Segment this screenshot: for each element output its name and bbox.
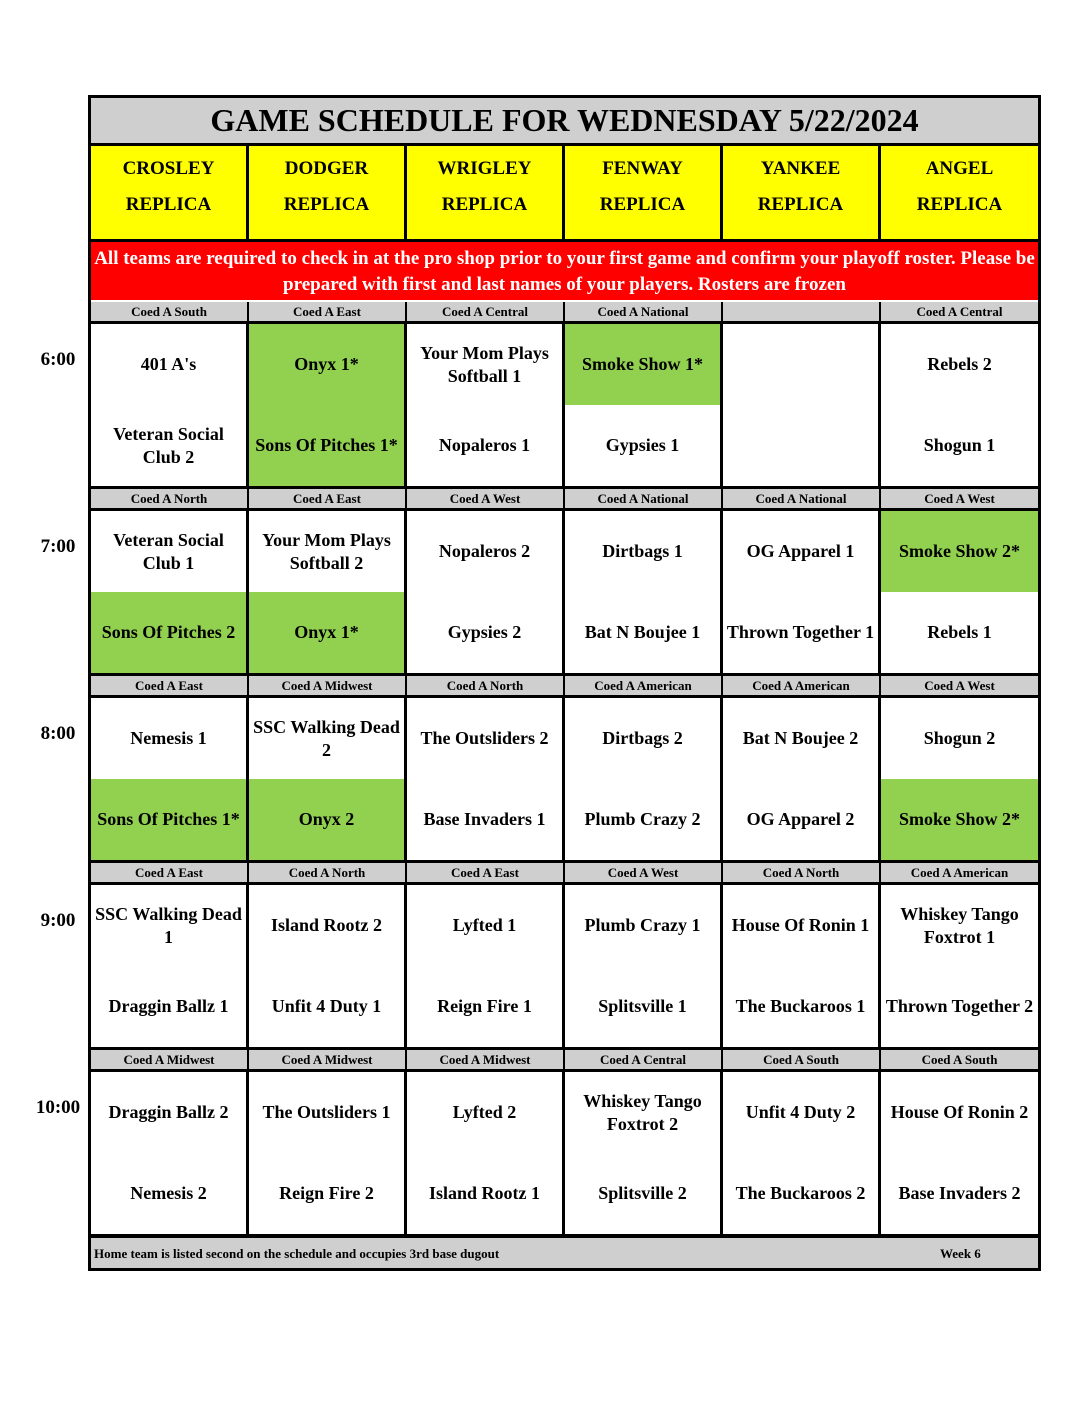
time-label: 8:00 — [40, 723, 76, 744]
home-team-cell: Base Invaders 2 — [881, 1153, 1038, 1234]
away-team-cell: SSC Walking Dead 2 — [249, 698, 407, 779]
home-team-cell: Smoke Show 2* — [881, 779, 1038, 860]
home-team-cell: Sons Of Pitches 2 — [91, 592, 249, 673]
home-team-cell: OG Apparel 2 — [723, 779, 881, 860]
field-subtitle: REPLICA — [757, 194, 844, 215]
home-team-cell: Island Rootz 1 — [407, 1153, 565, 1234]
home-team-cell: Rebels 1 — [881, 592, 1038, 673]
away-team-cell: Dirtbags 2 — [565, 698, 723, 779]
away-team-cell: Unfit 4 Duty 2 — [723, 1072, 881, 1153]
away-team-cell: Whiskey Tango Foxtrot 1 — [881, 885, 1038, 966]
division-label: Coed A North — [723, 863, 881, 882]
away-team-cell: Rebels 2 — [881, 324, 1038, 405]
footer-bar — [91, 1238, 1038, 1268]
time-label: 9:00 — [40, 910, 76, 931]
time-label: 10:00 — [35, 1097, 81, 1118]
division-label: Coed A Central — [565, 1050, 723, 1069]
field-header — [91, 146, 249, 239]
division-label: Coed A East — [407, 863, 565, 882]
field-subtitle: REPLICA — [599, 194, 686, 215]
notice-banner: All teams are required to check in at the pro shop prior to your first game and confirm your playoff roster. Please be prepared with first and last names of your players. Rosters are frozen — [91, 242, 1038, 300]
away-team-cell: Nemesis 1 — [91, 698, 249, 779]
home-team-cell: Base Invaders 1 — [407, 779, 565, 860]
field-header — [565, 146, 723, 239]
home-team-cell: The Buckaroos 2 — [723, 1153, 881, 1234]
week-label: Week 6 — [940, 1246, 981, 1261]
home-team-cell: Sons Of Pitches 1* — [249, 405, 407, 486]
away-team-cell: Island Rootz 2 — [249, 885, 407, 966]
away-team-cell: 401 A's — [91, 324, 249, 405]
home-team-cell: The Buckaroos 1 — [723, 966, 881, 1047]
home-team-cell: Unfit 4 Duty 1 — [249, 966, 407, 1047]
field-name: DODGER — [284, 158, 369, 179]
division-label: Coed A Midwest — [91, 1050, 249, 1069]
away-team-cell: Onyx 1* — [249, 324, 407, 405]
away-team-cell: Bat N Boujee 2 — [723, 698, 881, 779]
away-team-cell: Lyfted 2 — [407, 1072, 565, 1153]
schedule-table — [88, 95, 1041, 1271]
away-team-cell: Lyfted 1 — [407, 885, 565, 966]
division-label: Coed A West — [407, 489, 565, 508]
home-team-cell: Thrown Together 1 — [723, 592, 881, 673]
home-team-cell — [723, 405, 881, 486]
field-subtitle: REPLICA — [125, 194, 212, 215]
home-team-cell: Onyx 2 — [249, 779, 407, 860]
division-label — [723, 302, 881, 321]
division-label: Coed A East — [91, 863, 249, 882]
home-team-cell: Sons Of Pitches 1* — [91, 779, 249, 860]
home-team-cell: Splitsville 1 — [565, 966, 723, 1047]
division-label: Coed A North — [249, 863, 407, 882]
division-label: Coed A Midwest — [249, 676, 407, 695]
home-team-cell: Thrown Together 2 — [881, 966, 1038, 1047]
field-name: WRIGLEY — [437, 158, 532, 179]
home-team-cell: Bat N Boujee 1 — [565, 592, 723, 673]
away-team-cell: House Of Ronin 2 — [881, 1072, 1038, 1153]
division-label: Coed A West — [881, 489, 1038, 508]
division-label: Coed A East — [249, 489, 407, 508]
home-team-cell: Shogun 1 — [881, 405, 1038, 486]
division-label: Coed A Midwest — [407, 1050, 565, 1069]
home-team-cell: Nemesis 2 — [91, 1153, 249, 1234]
division-label: Coed A West — [565, 863, 723, 882]
division-label: Coed A South — [91, 302, 249, 321]
division-label: Coed A North — [407, 676, 565, 695]
division-label: Coed A South — [881, 1050, 1038, 1069]
away-team-cell: The Outsliders 1 — [249, 1072, 407, 1153]
division-label: Coed A American — [881, 863, 1038, 882]
home-team-cell: Nopaleros 1 — [407, 405, 565, 486]
home-team-cell: Splitsville 2 — [565, 1153, 723, 1234]
field-subtitle: REPLICA — [916, 194, 1003, 215]
division-label: Coed A Central — [881, 302, 1038, 321]
home-team-cell: Draggin Ballz 1 — [91, 966, 249, 1047]
footer-note: Home team is listed second on the schedule and occupies 3rd base dugout — [94, 1246, 500, 1261]
field-header — [407, 146, 565, 239]
division-label: Coed A South — [723, 1050, 881, 1069]
away-team-cell: Veteran Social Club 1 — [91, 511, 249, 592]
away-team-cell: Plumb Crazy 1 — [565, 885, 723, 966]
division-label: Coed A National — [565, 302, 723, 321]
field-header — [723, 146, 881, 239]
field-name: YANKEE — [760, 158, 841, 179]
away-team-cell: House Of Ronin 1 — [723, 885, 881, 966]
division-label: Coed A East — [91, 676, 249, 695]
field-name: CROSLEY — [122, 158, 215, 179]
field-header — [249, 146, 407, 239]
home-team-cell: Gypsies 2 — [407, 592, 565, 673]
home-team-cell: Reign Fire 1 — [407, 966, 565, 1047]
away-team-cell: Smoke Show 1* — [565, 324, 723, 405]
away-team-cell: Your Mom Plays Softball 1 — [407, 324, 565, 405]
division-label: Coed A Midwest — [249, 1050, 407, 1069]
time-label: 6:00 — [40, 349, 76, 370]
home-team-cell: Onyx 1* — [249, 592, 407, 673]
division-label: Coed A West — [881, 676, 1038, 695]
page-title: GAME SCHEDULE FOR WEDNESDAY 5/22/2024 — [91, 98, 1038, 146]
field-header — [881, 146, 1038, 239]
away-team-cell: Smoke Show 2* — [881, 511, 1038, 592]
field-subtitle: REPLICA — [441, 194, 528, 215]
field-subtitle: REPLICA — [283, 194, 370, 215]
division-label: Coed A National — [565, 489, 723, 508]
home-team-cell: Gypsies 1 — [565, 405, 723, 486]
away-team-cell: SSC Walking Dead 1 — [91, 885, 249, 966]
away-team-cell: OG Apparel 1 — [723, 511, 881, 592]
home-team-cell: Reign Fire 2 — [249, 1153, 407, 1234]
away-team-cell: The Outsliders 2 — [407, 698, 565, 779]
away-team-cell: Draggin Ballz 2 — [91, 1072, 249, 1153]
away-team-cell: Nopaleros 2 — [407, 511, 565, 592]
field-name: FENWAY — [602, 158, 683, 179]
division-label: Coed A East — [249, 302, 407, 321]
home-team-cell: Plumb Crazy 2 — [565, 779, 723, 860]
division-label: Coed A American — [565, 676, 723, 695]
division-label: Coed A National — [723, 489, 881, 508]
time-label: 7:00 — [40, 536, 76, 557]
division-label: Coed A North — [91, 489, 249, 508]
away-team-cell: Dirtbags 1 — [565, 511, 723, 592]
away-team-cell: Your Mom Plays Softball 2 — [249, 511, 407, 592]
division-label: Coed A Central — [407, 302, 565, 321]
away-team-cell — [723, 324, 881, 405]
away-team-cell: Whiskey Tango Foxtrot 2 — [565, 1072, 723, 1153]
field-name: ANGEL — [925, 158, 994, 179]
home-team-cell: Veteran Social Club 2 — [91, 405, 249, 486]
division-label: Coed A American — [723, 676, 881, 695]
away-team-cell: Shogun 2 — [881, 698, 1038, 779]
